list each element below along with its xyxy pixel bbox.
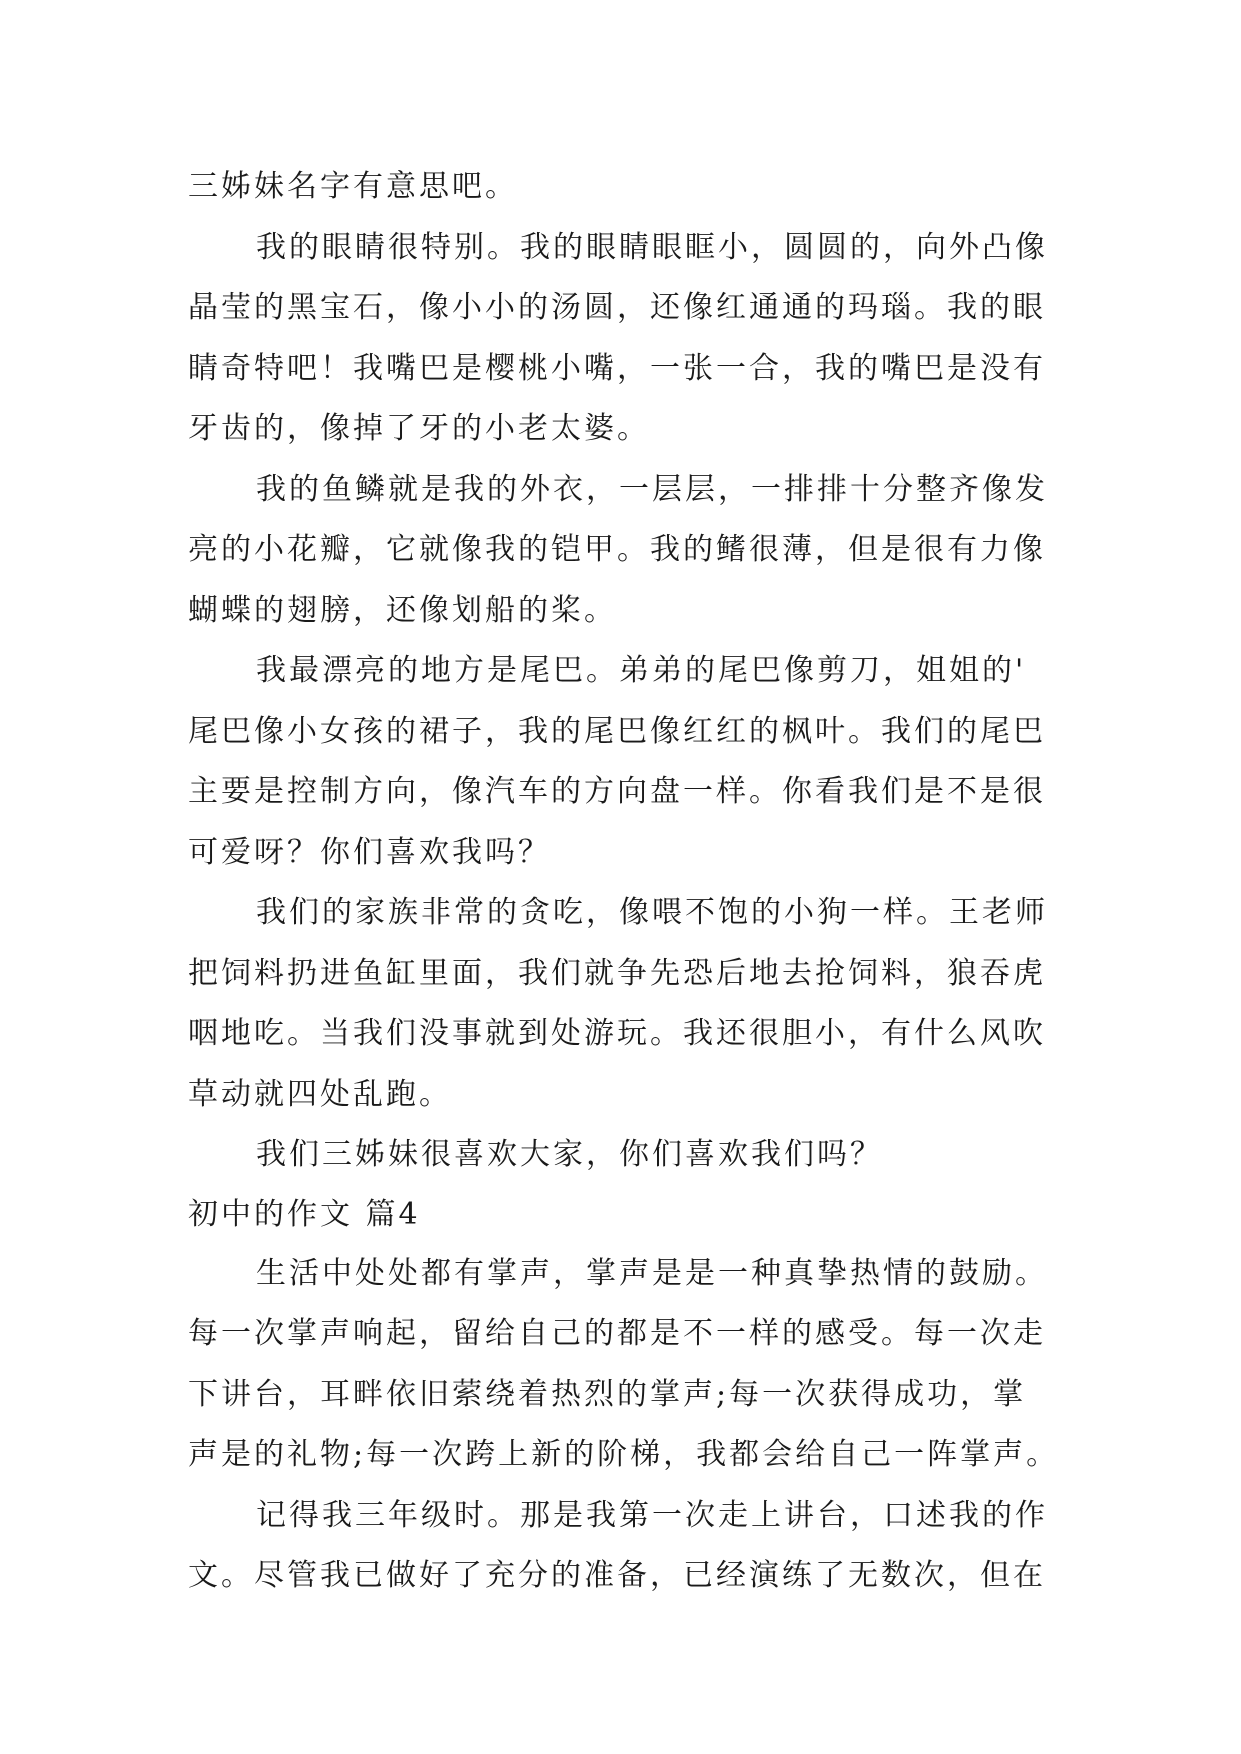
text-line: 咽地吃。当我们没事就到处游玩。我还很胆小，有什么风吹: [188, 1016, 1046, 1051]
text-line: 声是的礼物;每一次跨上新的阶梯，我都会给自己一阵掌声。: [188, 1437, 1060, 1472]
text-line: 主要是控制方向，像汽车的方向盘一样。你看我们是不是很: [188, 774, 1046, 809]
text-line: 牙齿的，像掉了牙的小老太婆。: [188, 411, 650, 446]
text-line: 把饲料扔进鱼缸里面，我们就争先恐后地去抢饲料，狼吞虎: [188, 955, 1046, 991]
document-body: [188, 157, 1068, 1607]
paragraph-start-line: 我们的家族非常的贪吃，像喂不饱的小狗一样。王老师: [256, 895, 1048, 930]
section-heading: 初中的作文 篇4: [188, 1196, 421, 1232]
text-line: 三姊妹名字有意思吧。: [188, 169, 518, 204]
paragraph-start-line: 我们三姊妹很喜欢大家，你们喜欢我们吗？: [256, 1137, 883, 1172]
text-line: 可爱呀？你们喜欢我吗？: [188, 834, 551, 870]
text-line: 晶莹的黑宝石，像小小的汤圆，还像红通通的玛瑙。我的眼: [188, 290, 1046, 325]
text-line: 文。尽管我已做好了充分的准备，已经演练了无数次，但在: [188, 1558, 1046, 1593]
text-line: 尾巴像小女孩的裙子，我的尾巴像红红的枫叶。我们的尾巴: [188, 713, 1046, 749]
text-line: 蝴蝶的翅膀，还像划船的桨。: [188, 592, 617, 628]
paragraph-start-line: 生活中处处都有掌声，掌声是是一种真挚热情的鼓励。: [256, 1255, 1048, 1291]
paragraph-start-line: 我的鱼鳞就是我的外衣，一层层，一排排十分整齐像发: [256, 471, 1048, 507]
text-line: 草动就四处乱跑。: [188, 1076, 452, 1112]
paragraph-start-line: 我的眼睛很特别。我的眼睛眼眶小，圆圆的，向外凸像: [256, 229, 1048, 265]
text-line: 下讲台，耳畔依旧萦绕着热烈的掌声;每一次获得成功，掌: [188, 1376, 1027, 1412]
text-line: 亮的小花瓣，它就像我的铠甲。我的鳍很薄，但是很有力像: [188, 532, 1046, 567]
text-line: 睛奇特吧！我嘴巴是樱桃小嘴，一张一合，我的嘴巴是没有: [188, 350, 1046, 386]
paragraph-start-line: 记得我三年级时。那是我第一次走上讲台，口述我的作: [256, 1497, 1048, 1533]
text-line: 每一次掌声响起，留给自己的都是不一样的感受。每一次走: [188, 1316, 1046, 1351]
paragraph-start-line: 我最漂亮的地方是尾巴。弟弟的尾巴像剪刀，姐姐的': [256, 653, 1027, 688]
